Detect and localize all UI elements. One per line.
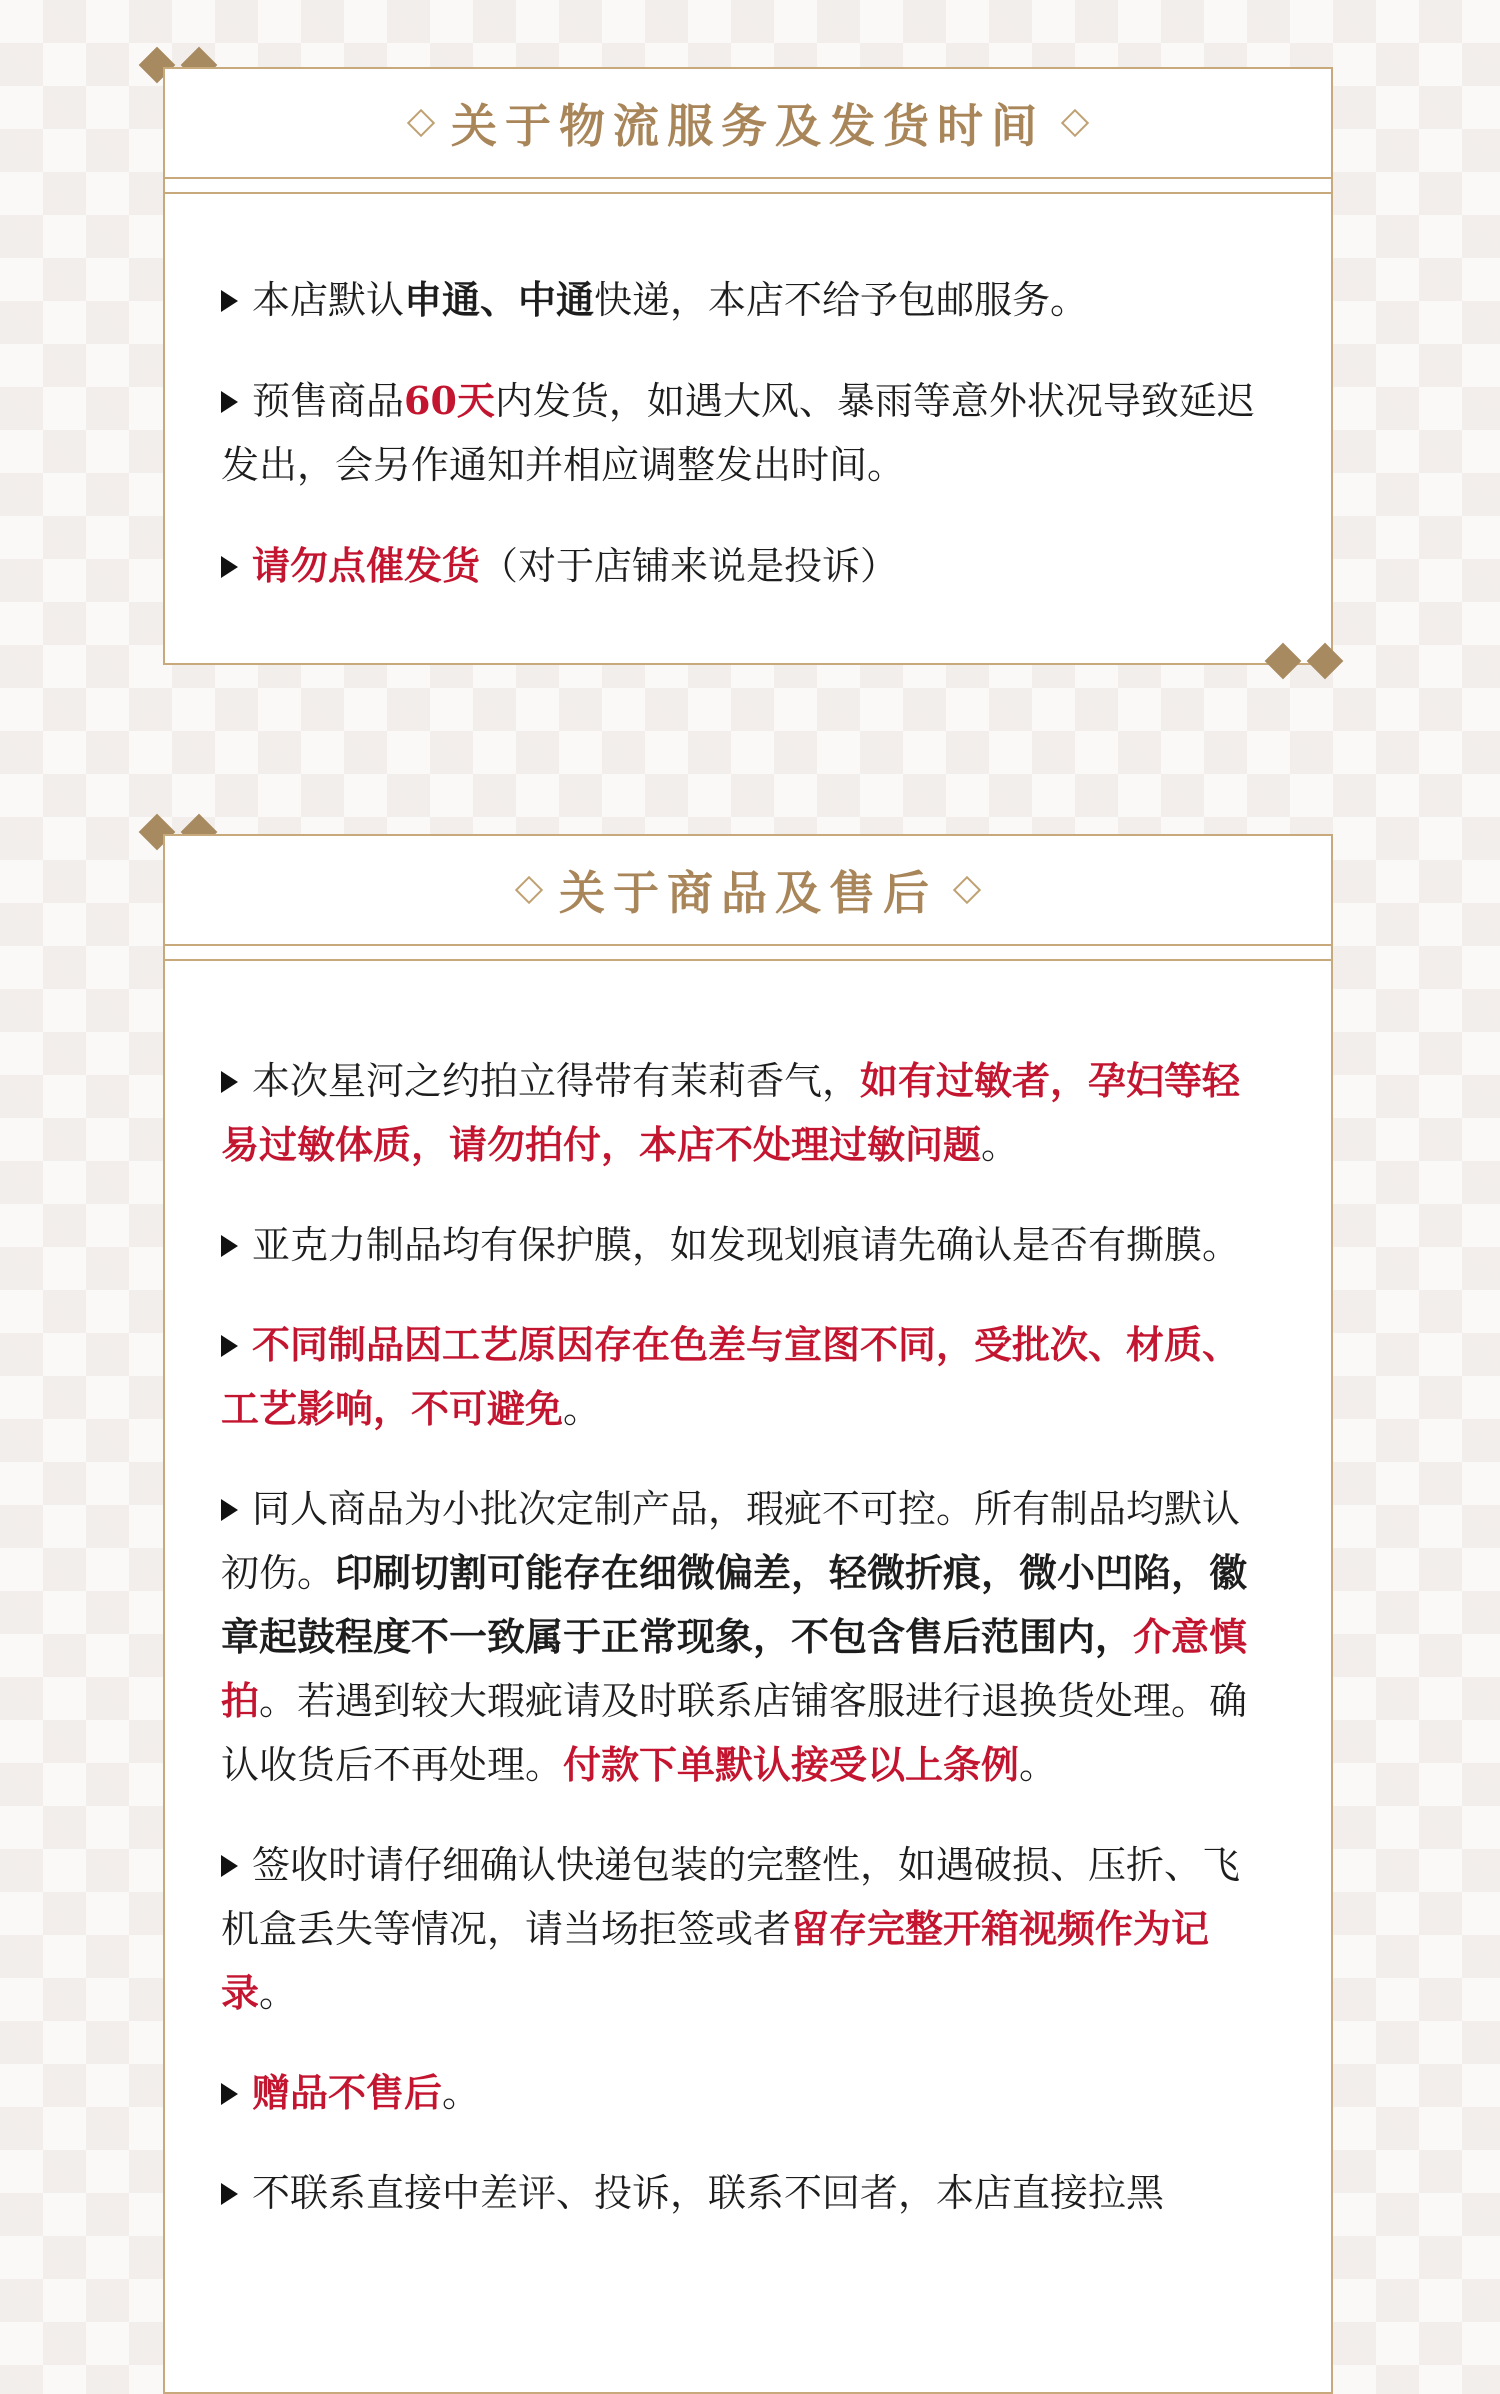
highlight-text: 赠品不售后 xyxy=(252,2070,443,2115)
shipping-rules-list xyxy=(165,194,1331,598)
rule-text: 不联系直接中差评、投诉，联系不回者，本店直接拉黑 xyxy=(252,2171,1165,2215)
rule-item xyxy=(221,1213,1275,1277)
rule-text: 。 xyxy=(259,1971,298,2015)
highlight-text: 介意慎拍 xyxy=(221,1614,1248,1723)
rule-item xyxy=(221,534,1275,598)
diamond-outline-icon xyxy=(407,109,435,137)
rule-text: 。若遇到较大瑕疵请及时联系店铺客服进行退换货处理。确认收货后不再处理。 xyxy=(221,1679,1248,1787)
shipping-info-card xyxy=(163,67,1333,665)
rule-text: 签收时请仔细确认快递包装的完整性，如遇破损、压折、飞机盒丢失等情况，请当场拒签或者 xyxy=(221,1843,1241,1951)
rule-text: 本店默认 xyxy=(252,278,405,322)
rule-item xyxy=(221,1049,1275,1177)
bullet-triangle-icon xyxy=(221,2083,238,2105)
section-header xyxy=(165,69,1331,179)
diamond-outline-icon xyxy=(515,876,543,904)
rule-text: 同人商品为小批次定制产品，瑕疵不可控。所有制品均默认初伤。 xyxy=(221,1487,1241,1595)
rule-text: 。 xyxy=(563,1387,602,1431)
bold-text: 申通、中通 xyxy=(404,277,595,322)
bullet-triangle-icon xyxy=(221,1855,238,1877)
after-sales-card xyxy=(163,834,1333,2394)
bullet-triangle-icon xyxy=(221,2183,238,2205)
rule-text: （对于店铺来说是投诉） xyxy=(480,544,899,588)
header-divider xyxy=(165,946,1331,961)
bullet-triangle-icon xyxy=(221,1235,238,1257)
diamond-outline-icon xyxy=(953,876,981,904)
bullet-triangle-icon xyxy=(221,1071,238,1093)
bullet-triangle-icon xyxy=(221,1499,238,1521)
bullet-triangle-icon xyxy=(221,1335,238,1357)
highlight-text: 请勿点催发货 xyxy=(252,543,481,588)
rule-text: 预售商品 xyxy=(252,379,405,423)
rule-text: 快递，本店不给予包邮服务。 xyxy=(594,278,1089,322)
rule-item xyxy=(221,2161,1275,2225)
after-sales-rules-list xyxy=(165,961,1331,2225)
bold-text: 印刷切割可能存在细微偏差，轻微折痕，微小凹陷，徽章起鼓程度不一致属于正常现象，不包含售后范围内， xyxy=(221,1550,1248,1659)
section-title-shipping: 关于物流服务及发货时间 xyxy=(451,99,1045,153)
diamond-outline-icon xyxy=(1061,109,1089,137)
rule-text: 内发货，如遇大风、暴雨等意外状况导致延迟发出，会另作通知并相应调整发出时间。 xyxy=(221,379,1255,487)
rule-item xyxy=(221,369,1275,497)
bullet-triangle-icon xyxy=(221,290,238,312)
rule-text: 亚克力制品均有保护膜，如发现划痕请先确认是否有撕膜。 xyxy=(252,1223,1241,1267)
rule-item xyxy=(221,1477,1275,1797)
diamond-ornament-bottom-right-1 xyxy=(1266,644,1358,680)
highlight-text: 如有过敏者，孕妇等轻易过敏体质，请勿拍付，本店不处理过敏问题 xyxy=(221,1058,1241,1167)
rule-item xyxy=(221,1833,1275,2025)
section-header xyxy=(165,836,1331,946)
bullet-triangle-icon xyxy=(221,391,238,413)
rule-text: 。 xyxy=(981,1123,1020,1167)
rule-item xyxy=(221,1313,1275,1441)
highlight-text: 60天 xyxy=(404,378,495,423)
rule-text: 。 xyxy=(1019,1743,1058,1787)
highlight-text: 不同制品因工艺原因存在色差与宣图不同，受批次、材质、工艺影响，不可避免 xyxy=(221,1322,1241,1431)
header-divider xyxy=(165,179,1331,194)
rule-item xyxy=(221,2061,1275,2125)
rule-text: 。 xyxy=(442,2071,481,2115)
bullet-triangle-icon xyxy=(221,556,238,578)
highlight-text: 付款下单默认接受以上条例 xyxy=(563,1742,1020,1787)
rule-item xyxy=(221,268,1275,332)
section-title-after-sales: 关于商品及售后 xyxy=(559,866,937,920)
rule-text: 本次星河之约拍立得带有茉莉香气， xyxy=(252,1059,861,1103)
highlight-text: 留存完整开箱视频作为记录 xyxy=(221,1906,1210,2015)
